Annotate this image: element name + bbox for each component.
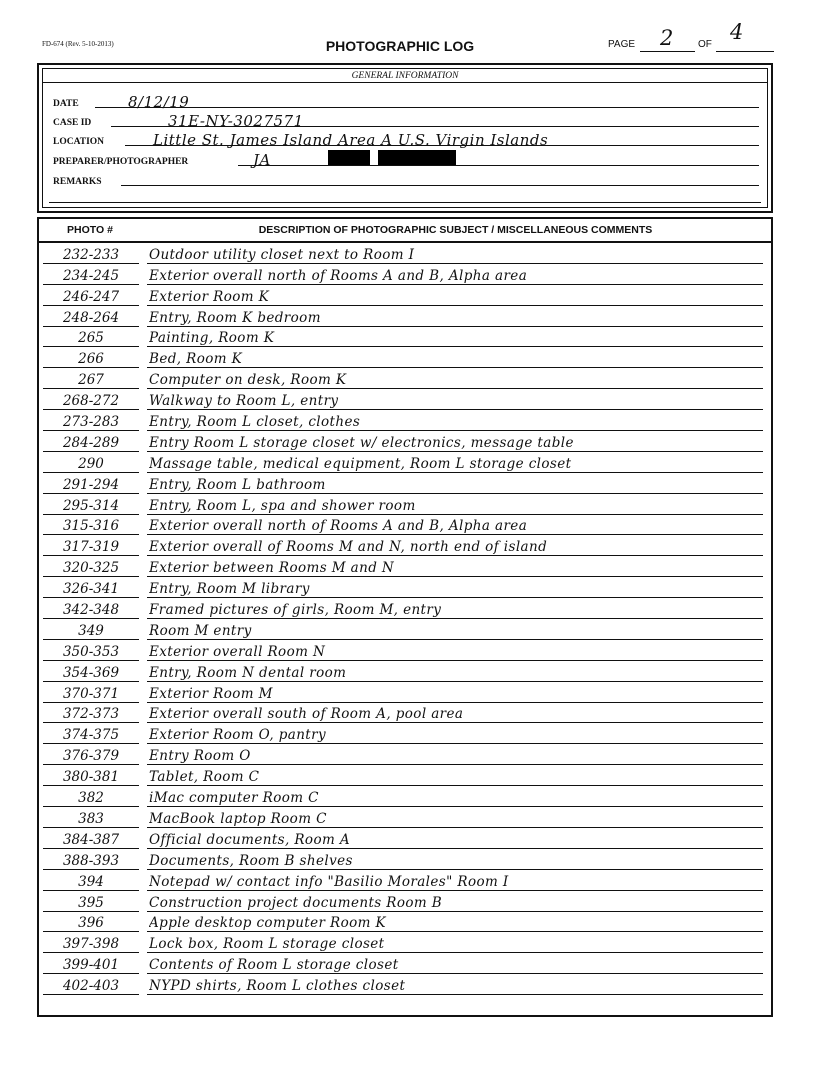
photo-number-underline	[43, 994, 139, 995]
form-id: FD-674 (Rev. 5-10-2013)	[42, 40, 114, 48]
table-row	[39, 515, 771, 536]
table-row	[39, 765, 771, 786]
preparer-value: JA	[253, 151, 271, 169]
photo-number: 267	[78, 372, 104, 389]
table-row	[39, 891, 771, 912]
table-row	[39, 703, 771, 724]
table-row	[39, 494, 771, 515]
photo-number: 273-283	[62, 414, 120, 431]
photo-description: Framed pictures of girls, Room M, entry	[149, 602, 442, 619]
photo-description: Official documents, Room A	[149, 831, 351, 848]
photo-description: Computer on desk, Room K	[149, 372, 347, 389]
table-row	[39, 368, 771, 389]
photo-number: 317-319	[62, 539, 120, 556]
photo-log-table	[37, 217, 773, 1017]
table-row	[39, 682, 771, 703]
photo-description: Entry, Room L, spa and shower room	[149, 497, 416, 514]
photo-number: 396	[78, 915, 104, 932]
photo-description: Exterior overall north of Rooms A and B, Alpha area	[149, 267, 528, 284]
photo-number: 372-373	[62, 706, 120, 723]
table-row	[39, 807, 771, 828]
photo-description: Exterior overall of Rooms M and N, north end of island	[149, 539, 548, 556]
photo-number: 376-379	[62, 748, 120, 765]
photo-description: iMac computer Room C	[149, 790, 319, 807]
photo-number: 290	[78, 455, 104, 472]
photo-description: Entry, Room L closet, clothes	[149, 414, 361, 431]
photo-description: Entry, Room M library	[149, 581, 310, 598]
table-row	[39, 953, 771, 974]
photo-description: Exterior Room O, pantry	[149, 727, 326, 744]
table-row	[39, 577, 771, 598]
photo-description: Entry, Room L bathroom	[149, 476, 326, 493]
case-id-value: 31E-NY-3027571	[168, 112, 304, 130]
table-row	[39, 347, 771, 368]
redaction-block	[378, 150, 456, 165]
photo-description: Exterior Room K	[149, 288, 270, 305]
table-row	[39, 264, 771, 285]
photo-number: 384-387	[62, 831, 120, 848]
photo-number: 315-316	[62, 518, 120, 535]
photo-description: Documents, Room B shelves	[149, 852, 353, 869]
photo-number: 320-325	[62, 560, 120, 577]
photo-description: NYPD shirts, Room L clothes closet	[149, 978, 406, 995]
photo-number: 397-398	[62, 936, 120, 953]
photo-description: Massage table, medical equipment, Room L storage closet	[149, 455, 572, 472]
page-number: 2	[660, 26, 674, 50]
table-row	[39, 243, 771, 264]
remarks-underline	[121, 185, 759, 186]
preparer-label: PREPARER/PHOTOGRAPHER	[53, 157, 189, 167]
table-row	[39, 661, 771, 682]
remarks-label: REMARKS	[53, 177, 102, 187]
preparer-field[interactable]	[53, 149, 759, 167]
photo-description: Exterior overall north of Rooms A and B, Alpha area	[149, 518, 528, 535]
table-body	[39, 243, 771, 995]
table-row	[39, 849, 771, 870]
photo-description: Exterior overall Room N	[149, 643, 326, 660]
table-row	[39, 285, 771, 306]
table-row	[39, 932, 771, 953]
page-label: PAGE	[608, 39, 636, 50]
photo-number: 246-247	[62, 288, 120, 305]
photo-number: 342-348	[62, 602, 120, 619]
photo-description: Painting, Room K	[149, 330, 275, 347]
photo-number: 266	[78, 351, 104, 368]
table-row	[39, 410, 771, 431]
table-row	[39, 619, 771, 640]
page-total: 4	[730, 20, 744, 44]
page-number-line	[640, 51, 695, 52]
photo-description: Exterior overall south of Room A, pool area	[149, 706, 464, 723]
photo-number-header: PHOTO #	[67, 224, 113, 236]
photo-number: 265	[78, 330, 104, 347]
table-row	[39, 786, 771, 807]
of-label: OF	[698, 39, 712, 50]
table-header	[39, 219, 771, 243]
photo-number: 380-381	[62, 769, 120, 786]
table-row	[39, 974, 771, 995]
photo-description: Contents of Room L storage closet	[149, 957, 399, 974]
photo-number: 248-264	[62, 309, 120, 326]
date-label: DATE	[53, 99, 79, 109]
photo-number: 350-353	[62, 643, 120, 660]
case-id-field[interactable]	[53, 110, 759, 128]
table-row	[39, 535, 771, 556]
photo-number: 291-294	[62, 476, 120, 493]
photo-description: Entry Room O	[149, 748, 251, 765]
date-field[interactable]	[53, 91, 759, 109]
photo-number: 383	[78, 810, 104, 827]
photo-number: 284-289	[62, 434, 120, 451]
table-row	[39, 473, 771, 494]
table-row	[39, 723, 771, 744]
photo-number: 402-403	[62, 978, 120, 995]
table-row	[39, 912, 771, 933]
photo-number: 399-401	[62, 957, 120, 974]
location-value: Little St. James Island Area A U.S. Virgin Islands	[153, 131, 549, 149]
photo-number: 394	[78, 873, 104, 890]
photo-number: 232-233	[62, 246, 120, 263]
table-row	[39, 640, 771, 661]
table-row	[39, 870, 771, 891]
photo-description: Tablet, Room C	[149, 769, 260, 786]
preparer-underline	[238, 165, 759, 166]
photo-description: Entry, Room N dental room	[149, 664, 347, 681]
redaction-block	[328, 150, 370, 165]
case-id-label: CASE ID	[53, 118, 92, 128]
photo-description: Outdoor utility closet next to Room I	[149, 246, 415, 263]
photo-description: Entry, Room K bedroom	[149, 309, 321, 326]
table-row	[39, 452, 771, 473]
table-row	[39, 306, 771, 327]
photo-number: 354-369	[62, 664, 120, 681]
photo-number: 374-375	[62, 727, 120, 744]
remarks-field[interactable]	[53, 169, 759, 187]
remarks-continuation-line	[49, 202, 761, 203]
table-row	[39, 556, 771, 577]
general-information-inner	[42, 68, 768, 208]
photo-number: 382	[78, 790, 104, 807]
table-row	[39, 431, 771, 452]
location-field[interactable]	[53, 129, 759, 147]
location-label: LOCATION	[53, 137, 105, 147]
table-row	[39, 389, 771, 410]
photo-number: 370-371	[62, 685, 120, 702]
page-total-line	[716, 51, 774, 52]
date-underline	[95, 107, 759, 108]
photo-number: 234-245	[62, 267, 120, 284]
photo-description: Walkway to Room L, entry	[149, 393, 339, 410]
photo-description: Room M entry	[149, 622, 252, 639]
page-title: PHOTOGRAPHIC LOG	[325, 38, 475, 54]
photo-description: Exterior between Rooms M and N	[149, 560, 395, 577]
photo-description: Notepad w/ contact info "Basilio Morales" Room I	[149, 873, 509, 890]
photo-description: Construction project documents Room B	[149, 894, 443, 911]
table-row	[39, 828, 771, 849]
title-divider	[43, 82, 767, 83]
photo-description: Lock box, Room L storage closet	[149, 936, 385, 953]
table-row	[39, 744, 771, 765]
page-counter	[580, 20, 780, 56]
photo-number: 326-341	[62, 581, 120, 598]
table-row	[39, 327, 771, 348]
photo-number: 268-272	[62, 393, 120, 410]
photo-number: 349	[78, 622, 104, 639]
general-information-box	[37, 63, 773, 213]
general-information-title: GENERAL INFORMATION	[351, 71, 459, 81]
description-header: DESCRIPTION OF PHOTOGRAPHIC SUBJECT / MISCELLANEOUS COMMENTS	[258, 224, 653, 236]
photo-description: Exterior Room M	[149, 685, 273, 702]
table-row	[39, 598, 771, 619]
photo-number: 395	[78, 894, 104, 911]
description-underline	[147, 994, 763, 995]
photo-number: 388-393	[62, 852, 120, 869]
photo-description: Apple desktop computer Room K	[149, 915, 387, 932]
date-value: 8/12/19	[128, 93, 190, 111]
photo-number: 295-314	[62, 497, 120, 514]
photo-description: Bed, Room K	[149, 351, 243, 368]
photo-description: Entry Room L storage closet w/ electronics, message table	[149, 434, 574, 451]
photo-description: MacBook laptop Room C	[149, 810, 327, 827]
